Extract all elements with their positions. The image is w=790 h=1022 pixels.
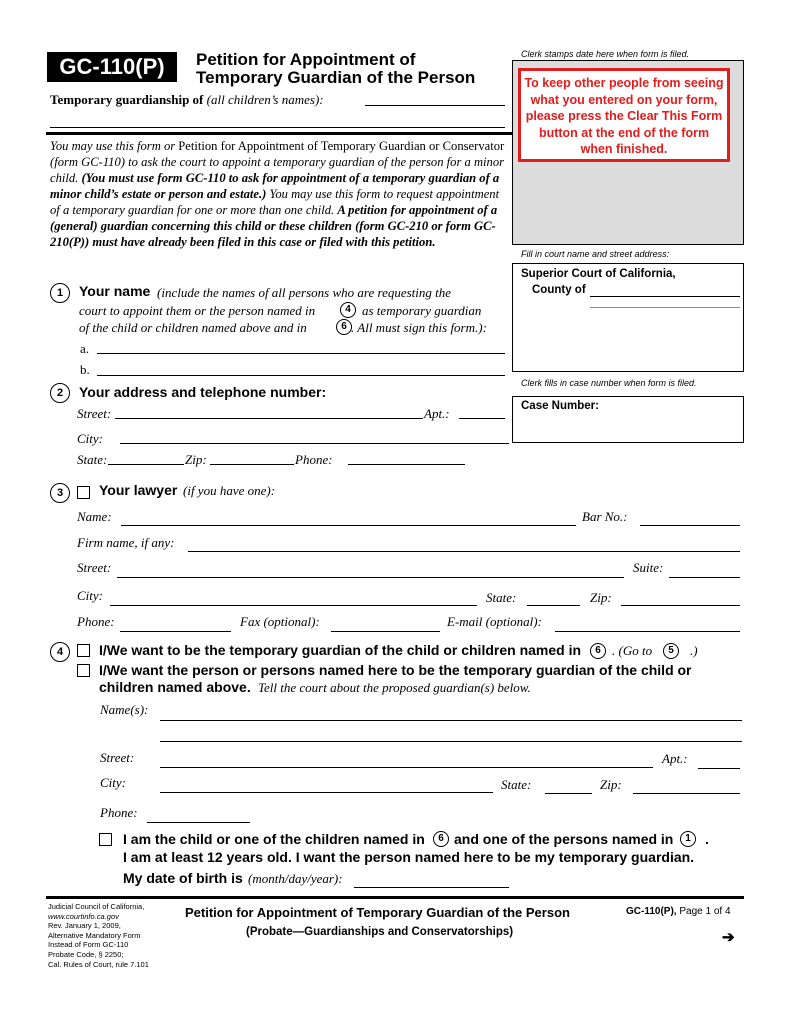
court-name: Superior Court of California, xyxy=(521,268,676,280)
lawyer-street-field[interactable] xyxy=(117,577,624,578)
children-names-label: Temporary guardianship of (all children’s names): xyxy=(50,92,324,107)
item-2-zip-label: Zip: xyxy=(185,452,207,467)
next-page-arrow-icon: ➔ xyxy=(722,929,735,946)
lawyer-state-field[interactable] xyxy=(527,605,580,606)
footer-title: Petition for Appointment of Temporary Guardian of the Person xyxy=(185,905,570,920)
ref-item-4: 4 xyxy=(340,302,356,318)
item-1-note-2: court to appoint them or the person named in xyxy=(79,303,316,318)
petitioner-state-field[interactable] xyxy=(108,464,184,465)
item-1-note-1: (include the names of all persons who are requesting the xyxy=(157,285,452,300)
guardian-street-label: Street: xyxy=(100,750,135,765)
petitioner-phone-field[interactable] xyxy=(348,464,465,465)
guardian-names-label: Name(s): xyxy=(100,702,149,717)
children-names-field-2[interactable] xyxy=(50,127,505,128)
court-address-field[interactable] xyxy=(590,307,740,308)
option-petitioners-as-guardian-label: I/We want to be the temporary guardian of the child or children named in xyxy=(99,642,582,658)
petitioner-street-field[interactable] xyxy=(115,418,423,419)
lawyer-email-field[interactable] xyxy=(555,631,740,632)
option-child-request-checkbox[interactable] xyxy=(99,833,112,846)
lawyer-email-label: E-mail (optional): xyxy=(447,614,542,629)
item-2-apt-label: Apt.: xyxy=(424,406,450,421)
county-label: County of xyxy=(532,284,586,296)
case-note: Clerk fills in case number when form is filed. xyxy=(521,378,697,388)
lawyer-zip-field[interactable] xyxy=(621,605,740,606)
lawyer-name-field[interactable] xyxy=(121,525,576,526)
lawyer-phone-label: Phone: xyxy=(77,614,115,629)
lawyer-bar-label: Bar No.: xyxy=(582,509,628,524)
clerk-stamp-note: Clerk stamps date here when form is filed. xyxy=(521,49,690,59)
item-2-state-label: State: xyxy=(77,452,108,467)
case-number-label: Case Number: xyxy=(521,400,599,412)
item-3-note: (if you have one): xyxy=(183,483,276,498)
petitioner-apt-field[interactable] xyxy=(459,418,505,419)
option-other-guardian-checkbox[interactable] xyxy=(77,664,90,677)
lawyer-firm-field[interactable] xyxy=(188,551,740,552)
guardian-zip-field[interactable] xyxy=(633,793,740,794)
item-1-b-label: b. xyxy=(80,362,90,377)
dob-field[interactable] xyxy=(354,887,509,888)
item-3-number: 3 xyxy=(50,483,70,503)
item-1-note-4: of the child or children named above and in xyxy=(79,320,307,335)
item-1-note-3: as temporary guardian xyxy=(362,303,482,318)
option-other-guardian-label-1: I/We want the person or persons named here to be the temporary guardian of the child or xyxy=(99,662,692,678)
guardian-phone-field[interactable] xyxy=(147,822,250,823)
dob-note: (month/day/year): xyxy=(248,871,343,886)
ref-item-5: 5 xyxy=(663,643,679,659)
item-2-city-label: City: xyxy=(77,431,103,446)
petitioner-name-b-field[interactable] xyxy=(97,375,505,376)
form-title-line1: Petition for Appointment of xyxy=(196,50,416,69)
guardian-state-label: State: xyxy=(501,777,532,792)
item-4-number: 4 xyxy=(50,642,70,662)
footer-subtitle: (Probate—Guardianships and Conservatorships) xyxy=(246,926,514,938)
ref-item-6: 6 xyxy=(590,643,606,659)
option-other-guardian-label-2: children named above. xyxy=(99,679,251,695)
privacy-warning-box: To keep other people from seeing what you entered on your form, please press the Clear This Form button at the end of the form when finished. xyxy=(518,68,730,162)
lawyer-name-label: Name: xyxy=(77,509,112,524)
footer-divider xyxy=(46,896,744,899)
guardian-zip-label: Zip: xyxy=(600,777,622,792)
footer-page-info: GC-110(P), Page 1 of 4 xyxy=(626,906,731,917)
ref-item-1: 1 xyxy=(680,831,696,847)
guardian-apt-field[interactable] xyxy=(698,768,740,769)
guardian-state-field[interactable] xyxy=(545,793,592,794)
lawyer-phone-field[interactable] xyxy=(120,631,231,632)
option-petitioners-as-guardian-checkbox[interactable] xyxy=(77,644,90,657)
guardian-names-field-2[interactable] xyxy=(160,741,742,742)
lawyer-fax-label: Fax (optional): xyxy=(240,614,320,629)
guardian-names-field-1[interactable] xyxy=(160,720,742,721)
ref-item-6: 6 xyxy=(433,831,449,847)
item-2-title: Your address and telephone number: xyxy=(79,384,327,400)
dob-label: My date of birth is xyxy=(123,870,243,886)
item-1-number: 1 xyxy=(50,283,70,303)
children-names-field-1[interactable] xyxy=(365,105,505,106)
item-3-title: Your lawyer xyxy=(99,482,178,498)
guardian-apt-label: Apt.: xyxy=(662,751,688,766)
go-to-note-end: .) xyxy=(690,643,698,658)
guardian-street-field[interactable] xyxy=(160,767,653,768)
ref-item-6: 6 xyxy=(336,319,352,335)
item-1-a-label: a. xyxy=(80,341,90,356)
item-1-note-5: . All must sign this form.): xyxy=(351,320,487,335)
item-2-phone-label: Phone: xyxy=(295,452,333,467)
lawyer-state-label: State: xyxy=(486,590,517,605)
lawyer-city-label: City: xyxy=(77,588,103,603)
petitioner-city-field[interactable] xyxy=(120,443,509,444)
lawyer-city-field[interactable] xyxy=(110,605,477,606)
lawyer-street-label: Street: xyxy=(77,560,112,575)
item-2-number: 2 xyxy=(50,383,70,403)
petitioner-zip-field[interactable] xyxy=(210,464,294,465)
lawyer-suite-label: Suite: xyxy=(633,560,664,575)
lawyer-firm-label: Firm name, if any: xyxy=(77,535,175,550)
form-id-badge: GC-110(P) xyxy=(47,52,177,82)
guardian-city-field[interactable] xyxy=(160,792,493,793)
option-child-request-label-3: . xyxy=(705,831,709,847)
option-child-request-line-2: I am at least 12 years old. I want the person named here to be my temporary guardian. xyxy=(123,849,695,865)
form-title-line2: Temporary Guardian of the Person xyxy=(196,68,476,87)
lawyer-suite-field[interactable] xyxy=(669,577,740,578)
item-1-title: Your name xyxy=(79,283,151,299)
lawyer-zip-label: Zip: xyxy=(590,590,612,605)
guardian-city-label: City: xyxy=(100,775,126,790)
county-field[interactable] xyxy=(590,296,740,297)
lawyer-fax-field[interactable] xyxy=(331,631,440,632)
footer-citation: Judicial Council of California, www.courtinfo.ca.gov Rev. January 1, 2009, Alternative Mandatory Form Instead of Form GC-110 Probate Code, § 2250; Cal. Rules of Court, rule 7.101 xyxy=(48,902,149,969)
court-note: Fill in court name and street address: xyxy=(521,249,670,259)
go-to-note: . (Go to xyxy=(612,643,653,658)
option-child-request-label-2: and one of the persons named in xyxy=(454,831,674,847)
petitioner-name-a-field[interactable] xyxy=(97,353,505,354)
guardian-phone-label: Phone: xyxy=(100,805,138,820)
item-2-street-label: Street: xyxy=(77,406,112,421)
option-child-request-label-1: I am the child or one of the children named in xyxy=(123,831,425,847)
intro-paragraph: You may use this form or Petition for Appointment of Temporary Guardian or Conservator (form GC-110) to ask the court to appoint a temporary guardian of the person for a minor child. (You must use form GC-110 to ask for appointment of a temporary guardian of a minor child’s estate or person and estate.) You may use this form to request appointment of a temporary guardian for one or more than one child. A petition for appointment of a (general) guardian concerning this child or these children (form GC-210 or form GC-210(P)) must have already been filed in this case or filed with this petition. xyxy=(50,139,505,249)
option-other-guardian-note: Tell the court about the proposed guardian(s) below. xyxy=(258,680,531,695)
lawyer-checkbox[interactable] xyxy=(77,486,90,499)
lawyer-bar-field[interactable] xyxy=(640,525,740,526)
header-divider xyxy=(46,132,512,135)
